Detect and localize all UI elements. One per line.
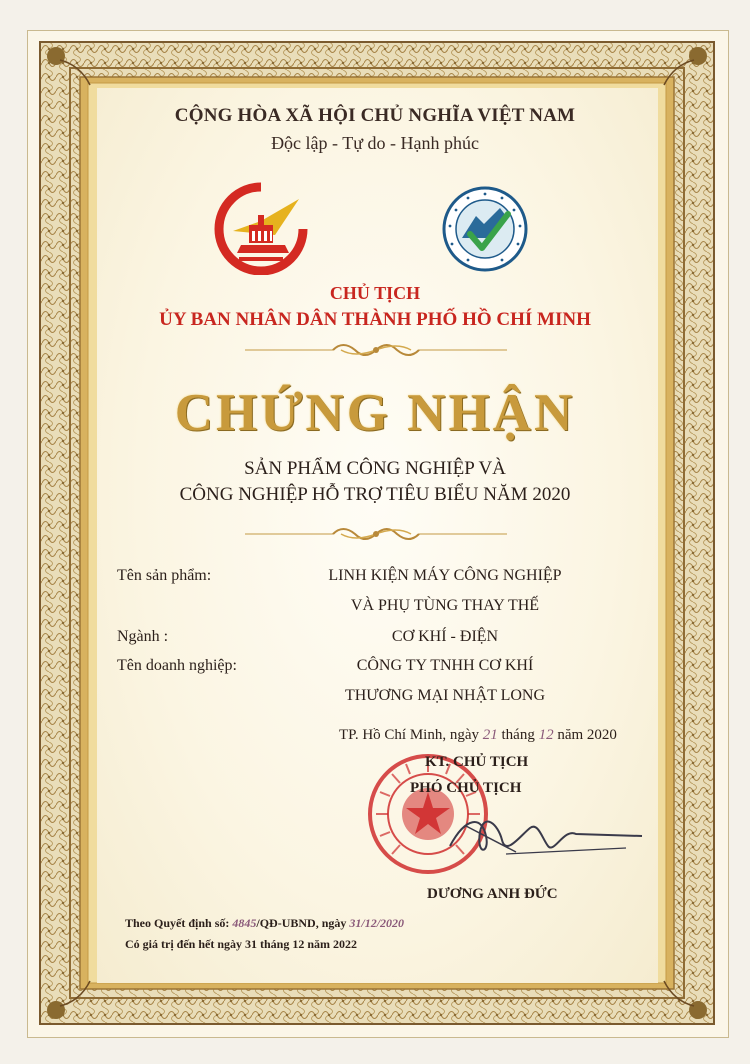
decision-mid: /QĐ-UBND, ngày (256, 916, 350, 930)
certificate-subtitle-line1: SẢN PHẨM CÔNG NGHIỆP VÀ (244, 458, 506, 479)
product-label: Tên sản phẩm: (117, 567, 212, 584)
date-prefix: TP. Hồ Chí Minh, ngày (339, 727, 483, 743)
product-value-line2: VÀ PHỤ TÙNG THAY THẾ (350, 597, 540, 614)
validity-note: Có giá trị đến hết ngày 31 tháng 12 năm 2022 (125, 937, 358, 951)
decision-date: 31/12/2020 (349, 916, 405, 930)
decision-reference (125, 916, 404, 931)
company-label: Tên doanh nghiệp: (117, 657, 237, 674)
certificate-title: CHỨNG NHẬN (174, 384, 576, 442)
decision-number: 4845 (232, 916, 257, 930)
issue-date (339, 727, 617, 744)
support-industry-logo-icon (442, 186, 528, 272)
nation-name: CỘNG HÒA XÃ HỘI CHỦ NGHĨA VIỆT NAM (174, 105, 576, 126)
date-month-word: tháng (497, 727, 539, 743)
company-value-line1: CÔNG TY TNHH CƠ KHÍ (356, 657, 534, 674)
authority-name: ỦY BAN NHÂN DÂN THÀNH PHỐ HỒ CHÍ MINH (159, 309, 591, 330)
signer-title-2: PHÓ CHỦ TỊCH (410, 780, 522, 796)
product-value-line1: LINH KIỆN MÁY CÔNG NGHIỆP (328, 567, 562, 584)
sector-label: Ngành : (117, 628, 169, 645)
certificate-subtitle-line2: CÔNG NGHIỆP HỖ TRỢ TIÊU BIỂU NĂM 2020 (179, 484, 571, 505)
date-day: 21 (482, 727, 498, 743)
date-month: 12 (538, 727, 554, 743)
sector-value: CƠ KHÍ - ĐIỆN (391, 628, 499, 645)
ornament-divider-icon (245, 338, 507, 362)
hcmc-city-logo-icon (213, 181, 309, 275)
handwritten-signature-icon (446, 806, 646, 872)
nation-motto: Độc lập - Tự do - Hạnh phúc (271, 133, 479, 153)
signer-title-1: KT. CHỦ TỊCH (425, 754, 529, 770)
date-year: năm 2020 (553, 727, 617, 743)
ornament-divider-icon (245, 522, 507, 546)
signer-name: DƯƠNG ANH ĐỨC (427, 886, 558, 902)
company-value-line2: THƯƠNG MẠI NHẬT LONG (344, 687, 546, 704)
authority-title: CHỦ TỊCH (329, 283, 421, 303)
decision-prefix: Theo Quyết định số: (125, 916, 233, 930)
